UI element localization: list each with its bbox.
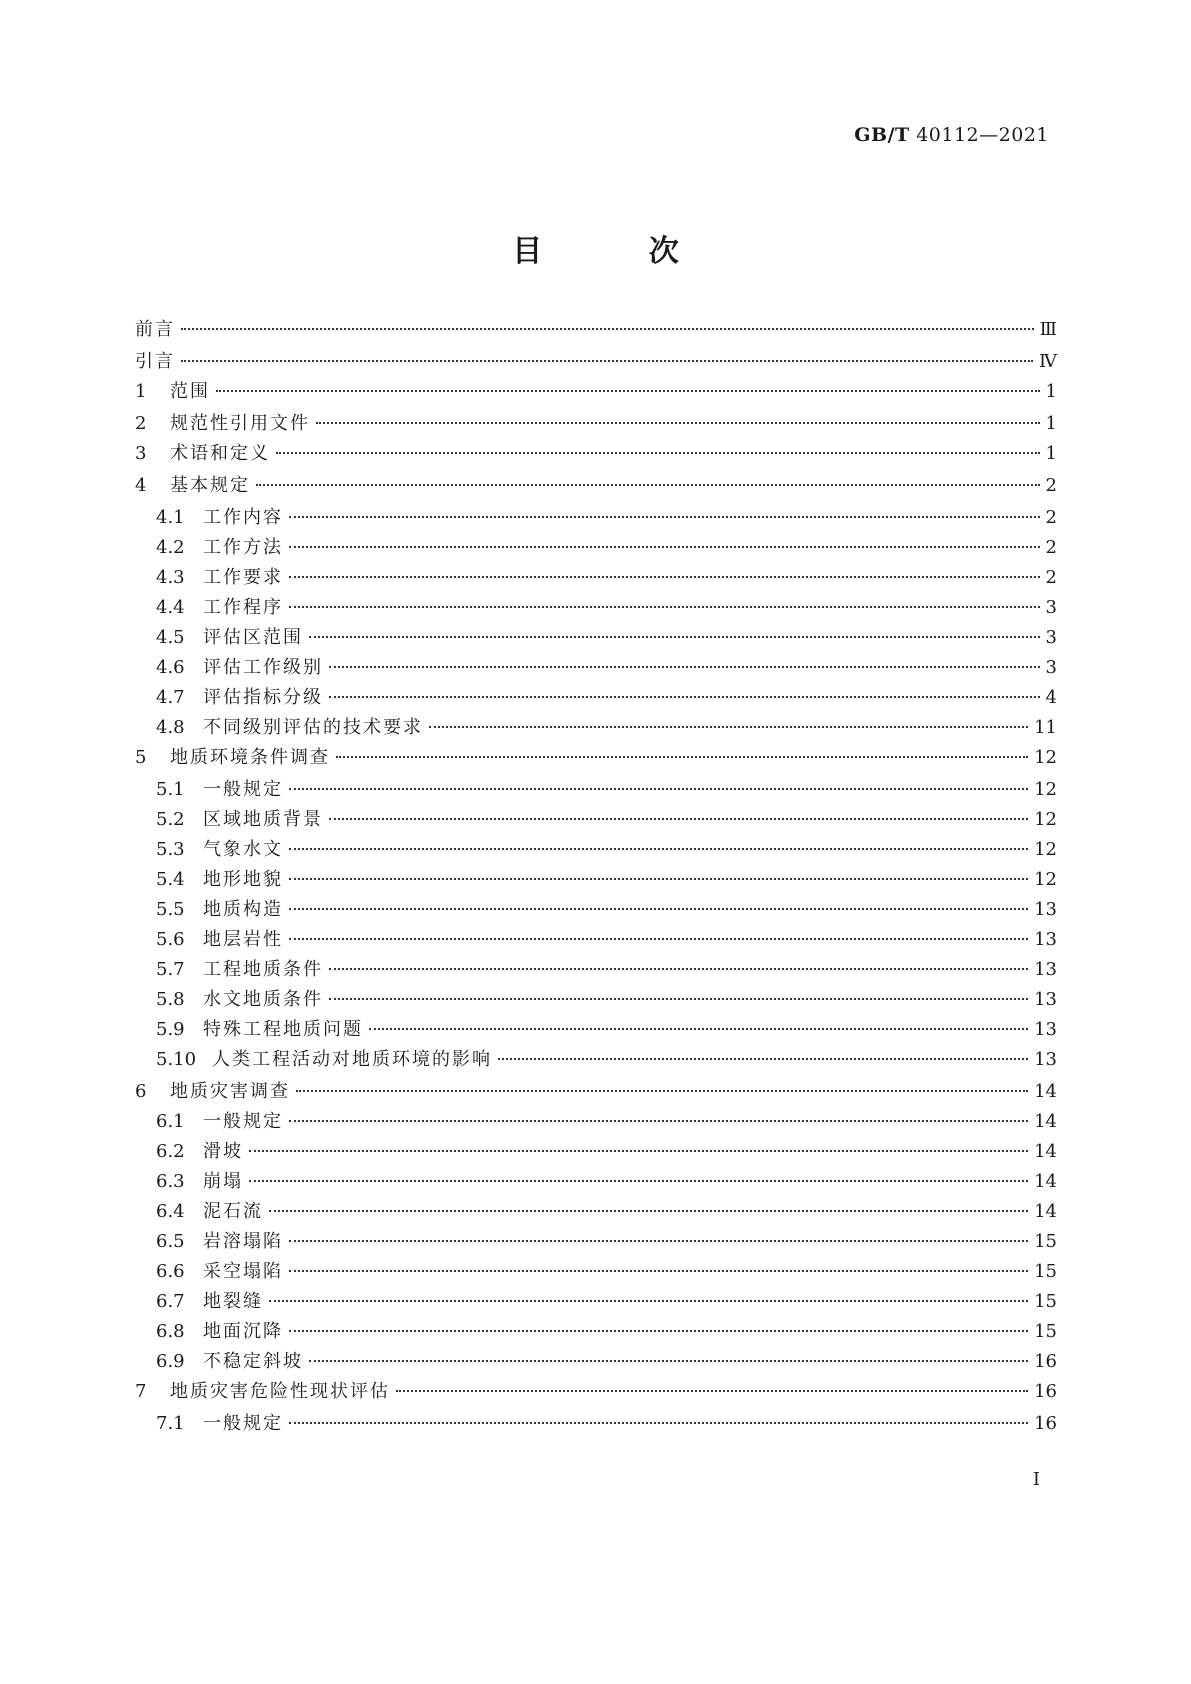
- toc-entry[interactable]: [135, 1380, 1057, 1404]
- toc-entry[interactable]: [135, 536, 1057, 560]
- toc-leader-dots: [289, 788, 1028, 790]
- toc-entry-page: 12: [1034, 839, 1057, 860]
- toc-entry-page: Ⅲ: [1039, 319, 1057, 340]
- toc-entry-label: 崩塌: [203, 1171, 243, 1192]
- toc-entry[interactable]: [135, 1048, 1057, 1072]
- toc-entry[interactable]: [135, 778, 1057, 802]
- toc-entry-page: 12: [1034, 809, 1057, 830]
- toc-entry-label: 人类工程活动对地质环境的影响: [212, 1049, 492, 1070]
- toc-entry-number: 6.4: [156, 1201, 185, 1222]
- toc-leader-dots: [289, 1240, 1028, 1242]
- toc-leader-dots: [249, 1180, 1028, 1182]
- toc-entry[interactable]: [135, 1110, 1057, 1134]
- toc-entry[interactable]: [135, 566, 1057, 590]
- toc-entry-number: 5.8: [156, 989, 185, 1010]
- toc-leader-dots: [289, 1120, 1028, 1122]
- toc-entry[interactable]: [135, 928, 1057, 952]
- toc-entry[interactable]: [135, 1320, 1057, 1344]
- toc-entry-number: 5.1: [156, 779, 185, 800]
- toc-entry-page: 2: [1045, 567, 1057, 588]
- toc-entry-label: 特殊工程地质问题: [203, 1019, 363, 1040]
- toc-entry[interactable]: [135, 746, 1057, 770]
- toc-entry-label: 术语和定义: [170, 443, 270, 464]
- toc-entry[interactable]: [135, 1080, 1057, 1104]
- toc-entry[interactable]: [135, 1260, 1057, 1284]
- toc-entry-number: 5.5: [156, 899, 185, 920]
- toc-entry-number: 6.8: [156, 1321, 185, 1342]
- toc-leader-dots: [181, 328, 1034, 330]
- toc-entry-label: 地形地貌: [203, 869, 283, 890]
- toc-entry[interactable]: [135, 442, 1057, 466]
- toc-leader-dots: [296, 1090, 1028, 1092]
- toc-leader-dots: [269, 1300, 1028, 1302]
- toc-entry-label: 泥石流: [203, 1201, 263, 1222]
- toc-entry-page: 1: [1045, 381, 1057, 402]
- toc-entry-label: 地质灾害危险性现状评估: [170, 1381, 390, 1402]
- toc-entry-number: 4.5: [156, 627, 185, 648]
- toc-entry-number: 5.4: [156, 869, 185, 890]
- toc-entry-number: 5: [135, 747, 147, 768]
- toc-entry-number: 6: [135, 1081, 147, 1102]
- toc-entry-label: 评估工作级别: [203, 657, 323, 678]
- toc-leader-dots: [329, 666, 1040, 668]
- toc-entry-page: 13: [1034, 899, 1057, 920]
- toc-entry-number: 6.7: [156, 1291, 185, 1312]
- toc-entry[interactable]: [135, 1200, 1057, 1224]
- toc-entry[interactable]: [135, 898, 1057, 922]
- toc-entry-label: 地面沉降: [203, 1321, 283, 1342]
- toc-entry-number: 6.5: [156, 1231, 185, 1252]
- toc-entry-number: 5.10: [156, 1049, 197, 1070]
- toc-entry-page: 13: [1034, 959, 1057, 980]
- toc-leader-dots: [429, 726, 1028, 728]
- toc-entry[interactable]: [135, 412, 1057, 436]
- toc-entry-label: 工作内容: [203, 507, 283, 528]
- toc-leader-dots: [336, 756, 1028, 758]
- toc-entry-number: 6.3: [156, 1171, 185, 1192]
- toc-entry-label: 地质灾害调查: [170, 1081, 290, 1102]
- toc-entry-number: 4.8: [156, 717, 185, 738]
- toc-entry-label: 地裂缝: [203, 1291, 263, 1312]
- toc-entry[interactable]: [135, 1018, 1057, 1042]
- toc-entry-page: 13: [1034, 1019, 1057, 1040]
- toc-entry-label: 一般规定: [203, 1111, 283, 1132]
- toc-entry[interactable]: [135, 686, 1057, 710]
- page-title: 目 次: [512, 234, 727, 269]
- toc-entry-label: 一般规定: [203, 779, 283, 800]
- toc-entry-number: 7.1: [156, 1413, 185, 1434]
- toc-entry-label: 评估指标分级: [203, 687, 323, 708]
- toc-leader-dots: [289, 1422, 1028, 1424]
- toc-entry-page: 13: [1034, 929, 1057, 950]
- toc-entry-label: 滑坡: [203, 1141, 243, 1162]
- toc-leader-dots: [289, 576, 1040, 578]
- toc-entry-label: 气象水文: [203, 839, 283, 860]
- page-number: I: [1032, 1469, 1040, 1490]
- toc-entry-number: 4.3: [156, 567, 185, 588]
- toc-entry-label: 评估区范围: [203, 627, 303, 648]
- standard-prefix: GB/T: [854, 124, 910, 146]
- toc-entry-number: 5.2: [156, 809, 185, 830]
- toc-entry[interactable]: [135, 958, 1057, 982]
- toc-leader-dots: [316, 422, 1040, 424]
- toc-leader-dots: [256, 484, 1040, 486]
- toc-entry[interactable]: [135, 1170, 1057, 1194]
- toc-entry-number: 6.6: [156, 1261, 185, 1282]
- toc-entry-number: 6.9: [156, 1351, 185, 1372]
- toc-entry[interactable]: [135, 350, 1057, 374]
- toc-leader-dots: [216, 390, 1040, 392]
- toc-entry-page: 12: [1034, 869, 1057, 890]
- toc-entry-page: 12: [1034, 747, 1057, 768]
- toc-entry-number: 5.3: [156, 839, 185, 860]
- toc-entry-label: 区域地质背景: [203, 809, 323, 830]
- toc-entry-page: 12: [1034, 779, 1057, 800]
- toc-entry[interactable]: [135, 838, 1057, 862]
- toc-entry-number: 5.9: [156, 1019, 185, 1040]
- toc-entry-number: 4.4: [156, 597, 185, 618]
- toc-entry-page: 2: [1045, 507, 1057, 528]
- toc-entry-number: 4.6: [156, 657, 185, 678]
- toc-entry-page: 2: [1045, 475, 1057, 496]
- toc-entry[interactable]: [135, 380, 1057, 404]
- toc-leader-dots: [289, 606, 1040, 608]
- toc-entry-label: 岩溶塌陷: [203, 1231, 283, 1252]
- toc-entry-page: 14: [1034, 1111, 1057, 1132]
- toc-entry-number: 6.1: [156, 1111, 185, 1132]
- toc-entry[interactable]: [135, 1412, 1057, 1436]
- toc-entry-page: 11: [1034, 717, 1057, 738]
- toc-leader-dots: [498, 1058, 1028, 1060]
- toc-entry-page: 4: [1045, 687, 1057, 708]
- toc-entry-label: 一般规定: [203, 1413, 283, 1434]
- toc-entry[interactable]: [135, 1230, 1057, 1254]
- toc-entry[interactable]: [135, 656, 1057, 680]
- toc-leader-dots: [181, 360, 1033, 362]
- toc-entry-number: 7: [135, 1381, 147, 1402]
- toc-entry-page: 14: [1034, 1171, 1057, 1192]
- toc-leader-dots: [309, 636, 1040, 638]
- toc-entry[interactable]: [135, 596, 1057, 620]
- toc-entry-label: 规范性引用文件: [170, 413, 310, 434]
- toc-leader-dots: [396, 1390, 1028, 1392]
- toc-entry[interactable]: [135, 988, 1057, 1012]
- toc-entry[interactable]: [135, 1350, 1057, 1374]
- toc-entry-number: 5.7: [156, 959, 185, 980]
- toc-entry-page: 15: [1034, 1291, 1057, 1312]
- toc-entry-page: 2: [1045, 537, 1057, 558]
- toc-entry-page: 13: [1034, 989, 1057, 1010]
- toc-entry-label: 不稳定斜坡: [203, 1351, 303, 1372]
- toc-entry-page: 14: [1034, 1081, 1057, 1102]
- toc-entry-number: 4.2: [156, 537, 185, 558]
- toc-leader-dots: [329, 696, 1040, 698]
- toc-entry-label: 不同级别评估的技术要求: [203, 717, 423, 738]
- standard-code: [854, 124, 1049, 146]
- toc-entry[interactable]: [135, 1140, 1057, 1164]
- toc-entry-number: 2: [135, 413, 147, 434]
- toc-entry-label: 采空塌陷: [203, 1261, 283, 1282]
- toc-entry-number: 1: [135, 381, 147, 402]
- toc-entry-label: 引言: [135, 351, 175, 372]
- toc-entry-page: 1: [1045, 413, 1057, 434]
- toc-entry[interactable]: [135, 474, 1057, 498]
- toc-leader-dots: [289, 1330, 1028, 1332]
- toc-entry-page: 1: [1045, 443, 1057, 464]
- toc-entry[interactable]: [135, 506, 1057, 530]
- toc-entry-page: 16: [1034, 1381, 1057, 1402]
- toc-entry-label: 地质构造: [203, 899, 283, 920]
- toc-entry-page: 14: [1034, 1141, 1057, 1162]
- toc-leader-dots: [369, 1028, 1028, 1030]
- toc-entry-page: 3: [1045, 657, 1057, 678]
- toc-entry-label: 地质环境条件调查: [170, 747, 330, 768]
- toc-entry-page: Ⅳ: [1039, 351, 1057, 372]
- toc-entry-page: 13: [1034, 1049, 1057, 1070]
- toc-entry-page: 15: [1034, 1321, 1057, 1342]
- toc-entry-page: 15: [1034, 1261, 1057, 1282]
- toc-entry-page: 3: [1045, 597, 1057, 618]
- toc-entry-number: 6.2: [156, 1141, 185, 1162]
- toc-entry[interactable]: [135, 716, 1057, 740]
- toc-entry[interactable]: [135, 868, 1057, 892]
- toc-leader-dots: [309, 1360, 1028, 1362]
- toc-entry-page: 16: [1034, 1413, 1057, 1434]
- toc-entry-page: 16: [1034, 1351, 1057, 1372]
- toc-entry[interactable]: [135, 808, 1057, 832]
- toc-entry-page: 15: [1034, 1231, 1057, 1252]
- toc-entry-number: 4.1: [156, 507, 185, 528]
- toc-entry-label: 工程地质条件: [203, 959, 323, 980]
- toc-entry-label: 水文地质条件: [203, 989, 323, 1010]
- toc-entry[interactable]: [135, 626, 1057, 650]
- toc-entry-page: 14: [1034, 1201, 1057, 1222]
- toc-leader-dots: [289, 878, 1028, 880]
- toc-entry-label: 前言: [135, 319, 175, 340]
- toc-leader-dots: [289, 516, 1040, 518]
- toc-leader-dots: [329, 998, 1028, 1000]
- toc-entry-page: 3: [1045, 627, 1057, 648]
- toc-entry-number: 3: [135, 443, 147, 464]
- toc-leader-dots: [276, 452, 1040, 454]
- toc-entry[interactable]: [135, 1290, 1057, 1314]
- toc-entry-label: 地层岩性: [203, 929, 283, 950]
- toc-leader-dots: [289, 938, 1028, 940]
- toc-entry[interactable]: [135, 318, 1057, 342]
- toc-entry-label: 工作程序: [203, 597, 283, 618]
- toc-leader-dots: [289, 848, 1028, 850]
- toc-leader-dots: [289, 1270, 1028, 1272]
- toc-entry-number: 4.7: [156, 687, 185, 708]
- toc-leader-dots: [289, 546, 1040, 548]
- toc-leader-dots: [269, 1210, 1028, 1212]
- toc-entry-number: 5.6: [156, 929, 185, 950]
- toc-leader-dots: [329, 818, 1028, 820]
- standard-number: 40112—2021: [916, 124, 1049, 146]
- toc-leader-dots: [289, 908, 1028, 910]
- toc-entry-label: 工作方法: [203, 537, 283, 558]
- toc-entry-label: 范围: [170, 381, 210, 402]
- toc-leader-dots: [329, 968, 1028, 970]
- toc-entry-label: 基本规定: [170, 475, 250, 496]
- toc-entry-label: 工作要求: [203, 567, 283, 588]
- toc-leader-dots: [249, 1150, 1028, 1152]
- toc-entry-number: 4: [135, 475, 147, 496]
